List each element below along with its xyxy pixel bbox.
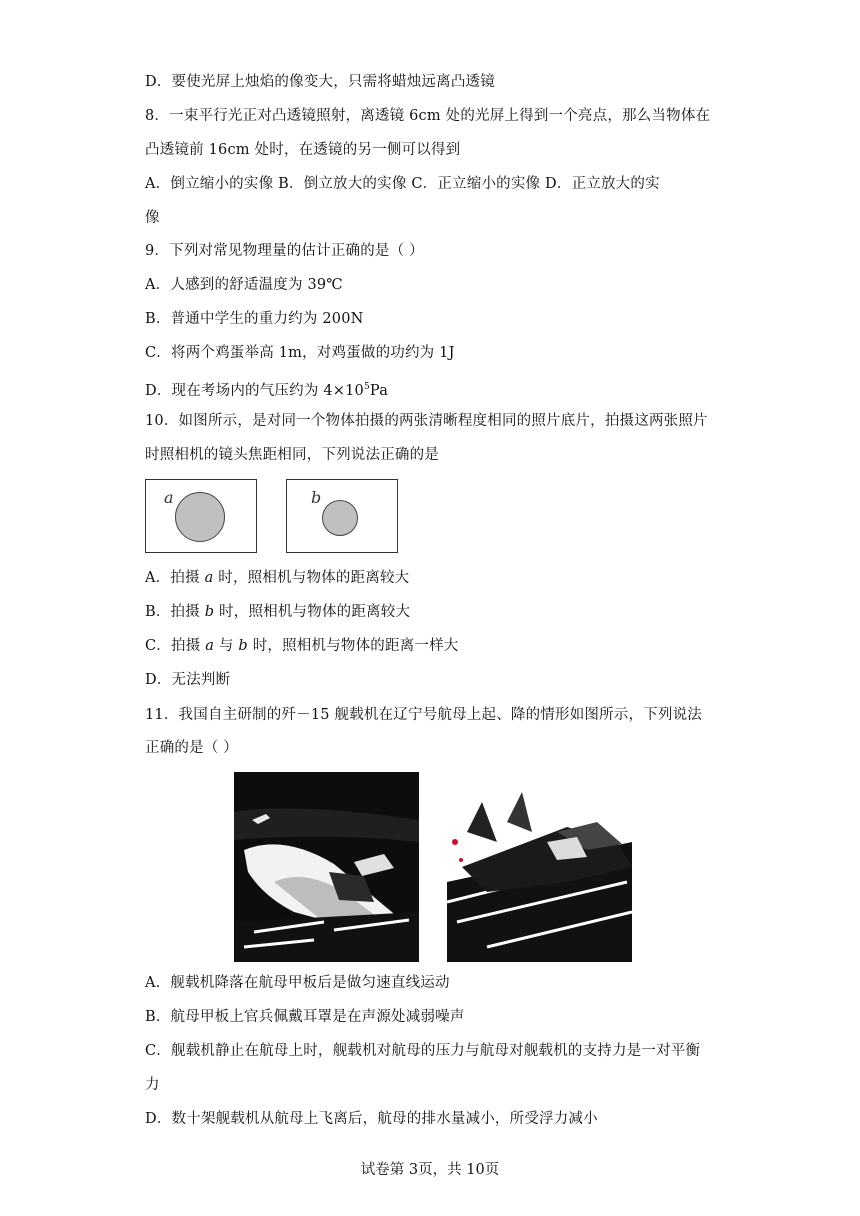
takeoff-photo-graphic (234, 772, 419, 962)
carrier-landing-photo (447, 772, 632, 962)
q10-option-a-rest: 时，照相机与物体的距离较大 (213, 570, 410, 586)
q10-option-b-var: b (204, 604, 215, 620)
q11-option-d: D．数十架舰载机从航母上飞离后，航母的排水量减小，所受浮力减小 (145, 1111, 598, 1127)
q11-option-a: A．舰载机降落在航母甲板后是做匀速直线运动 (145, 975, 450, 991)
q7-option-d: D．要使光屏上烛焰的像变大，只需将蜡烛远离凸透镜 (145, 74, 495, 90)
large-image-circle (175, 492, 225, 542)
landing-photo-graphic (447, 772, 632, 962)
q10-stem-line2: 时照相机的镜头焦距相同，下列说法正确的是 (145, 447, 439, 463)
q10-option-c (145, 636, 459, 656)
small-image-circle (322, 500, 358, 536)
q10-option-c-var1: a (205, 638, 215, 654)
q8-stem-line2: 凸透镜前 16cm 处时，在透镜的另一侧可以得到 (145, 142, 461, 158)
q9-option-b: B．普通中学生的重力约为 200N (145, 311, 364, 327)
q10-stem-line1: 10．如图所示，是对同一个物体拍摄的两张清晰程度相同的照片底片，拍摄这两张照片 (145, 413, 708, 429)
q10-option-b-text: B．拍摄 (145, 604, 205, 620)
q10-option-c-var2: b (238, 638, 248, 654)
label-b: b (311, 488, 322, 507)
q8-options: A．倒立缩小的实像 B．倒立放大的实像 C．正立缩小的实像 D．正立放大的实 (145, 176, 660, 192)
q8-options-wrap: 像 (145, 210, 160, 226)
q10-option-a (145, 568, 409, 588)
q10-option-a-var: a (204, 570, 214, 586)
q9-option-d-exponent: 5 (363, 382, 370, 392)
q8-stem-line1: 8．一束平行光正对凸透镜照射，离透镜 6cm 处的光屏上得到一个亮点，那么当物体在 (145, 108, 711, 124)
q9-option-d-unit: Pa (369, 382, 389, 399)
q11-stem-line2: 正确的是（ ） (145, 740, 239, 756)
q9-option-c: C．将两个鸡蛋举高 1m，对鸡蛋做的功约为 1J (145, 345, 455, 361)
photo-negative-a (145, 479, 257, 553)
q10-option-a-text: A．拍摄 (145, 570, 205, 586)
photo-negative-b (286, 479, 398, 553)
q9-option-a: A．人感到的舒适温度为 39℃ (145, 277, 343, 293)
q10-option-c-text: C．拍摄 (145, 638, 206, 654)
q11-stem-line1: 11．我国自主研制的歼－15 舰载机在辽宁号航母上起、降的情形如图所示，下列说法 (145, 707, 703, 723)
q10-option-d: D．无法判断 (145, 672, 231, 688)
q10-option-c-rest: 时，照相机与物体的距离一样大 (247, 638, 459, 654)
q9-stem: 9．下列对常见物理量的估计正确的是（ ） (145, 243, 424, 259)
q11-option-c-line1: C．舰载机静止在航母上时，舰载机对航母的压力与航母对舰载机的支持力是一对平衡 (145, 1043, 701, 1059)
q9-option-d (145, 377, 388, 401)
q10-option-b (145, 602, 410, 622)
label-a: a (164, 488, 174, 507)
q10-option-c-mid: 与 (214, 638, 239, 654)
q9-option-d-text: D．现在考场内的气压约为 4×10 (145, 382, 364, 399)
q11-option-b: B．航母甲板上官兵佩戴耳罩是在声源处减弱噪声 (145, 1009, 465, 1025)
page-footer: 试卷第 3页，共 10页 (360, 1162, 500, 1178)
carrier-takeoff-photo (234, 772, 419, 962)
q10-option-b-rest: 时，照相机与物体的距离较大 (214, 604, 411, 620)
q11-option-c-line2: 力 (145, 1077, 160, 1093)
